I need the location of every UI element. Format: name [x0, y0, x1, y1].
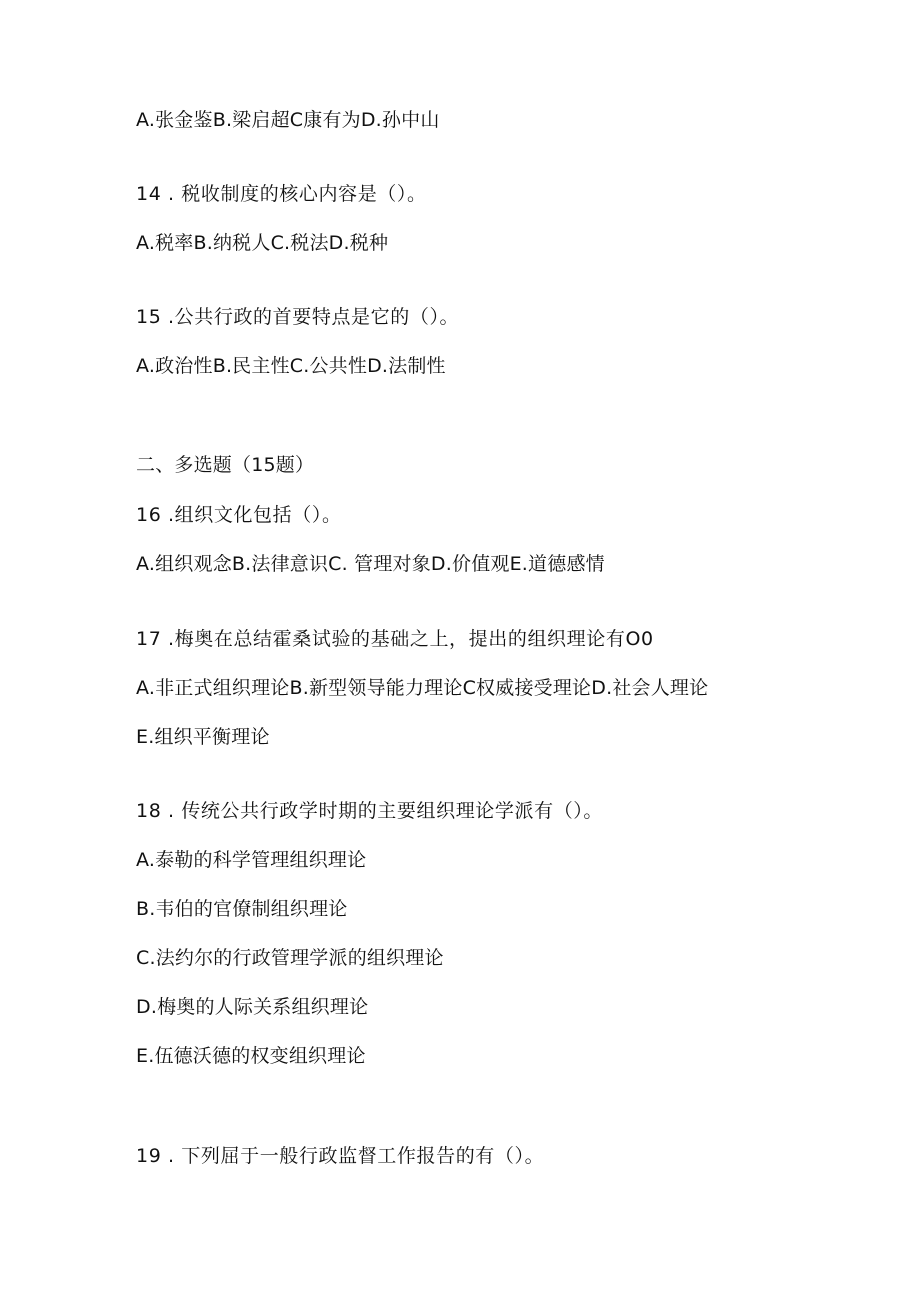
q16-stem: 16 .组织文化包括（）。 [136, 504, 342, 526]
q18-option-c: C.法约尔的行政管理学派的组织理论 [136, 947, 444, 969]
q15-stem: 15 .公共行政的首要特点是它的（）。 [136, 306, 460, 328]
q15-options: A.政治性B.民主性C.公共性D.法制性 [136, 355, 446, 377]
q17-options: A.非正式组织理论B.新型领导能力理论C权威接受理论D.社会人理论 [136, 677, 709, 699]
q13-options: A.张金鉴B.梁启超C康有为D.孙中山 [136, 109, 440, 131]
q18-stem: 18 . 传统公共行政学时期的主要组织理论学派有（）。 [136, 800, 603, 822]
q18-option-e: E.伍德沃德的权变组织理论 [136, 1045, 366, 1067]
q14-stem: 14 . 税收制度的核心内容是（）。 [136, 183, 427, 205]
q18-option-d: D.梅奥的人际关系组织理论 [136, 996, 369, 1018]
q18-option-a: A.泰勒的科学管理组织理论 [136, 849, 367, 871]
q17-stem: 17 .梅奥在总结霍桑试验的基础之上，提出的组织理论有O0 [136, 628, 654, 650]
q18-option-b: B.韦伯的官僚制组织理论 [136, 898, 348, 920]
q17-option-e: E.组织平衡理论 [136, 726, 270, 748]
q19-stem: 19 . 下列屈于一般行政监督工作报告的有（）。 [136, 1145, 545, 1167]
q14-options: A.税率B.纳税人C.税法D.税种 [136, 232, 389, 254]
section-heading-multiple-choice: 二、多选题（15题） [136, 454, 315, 476]
q16-options: A.组织观念B.法律意识C. 管理对象D.价值观E.道德感情 [136, 553, 605, 575]
